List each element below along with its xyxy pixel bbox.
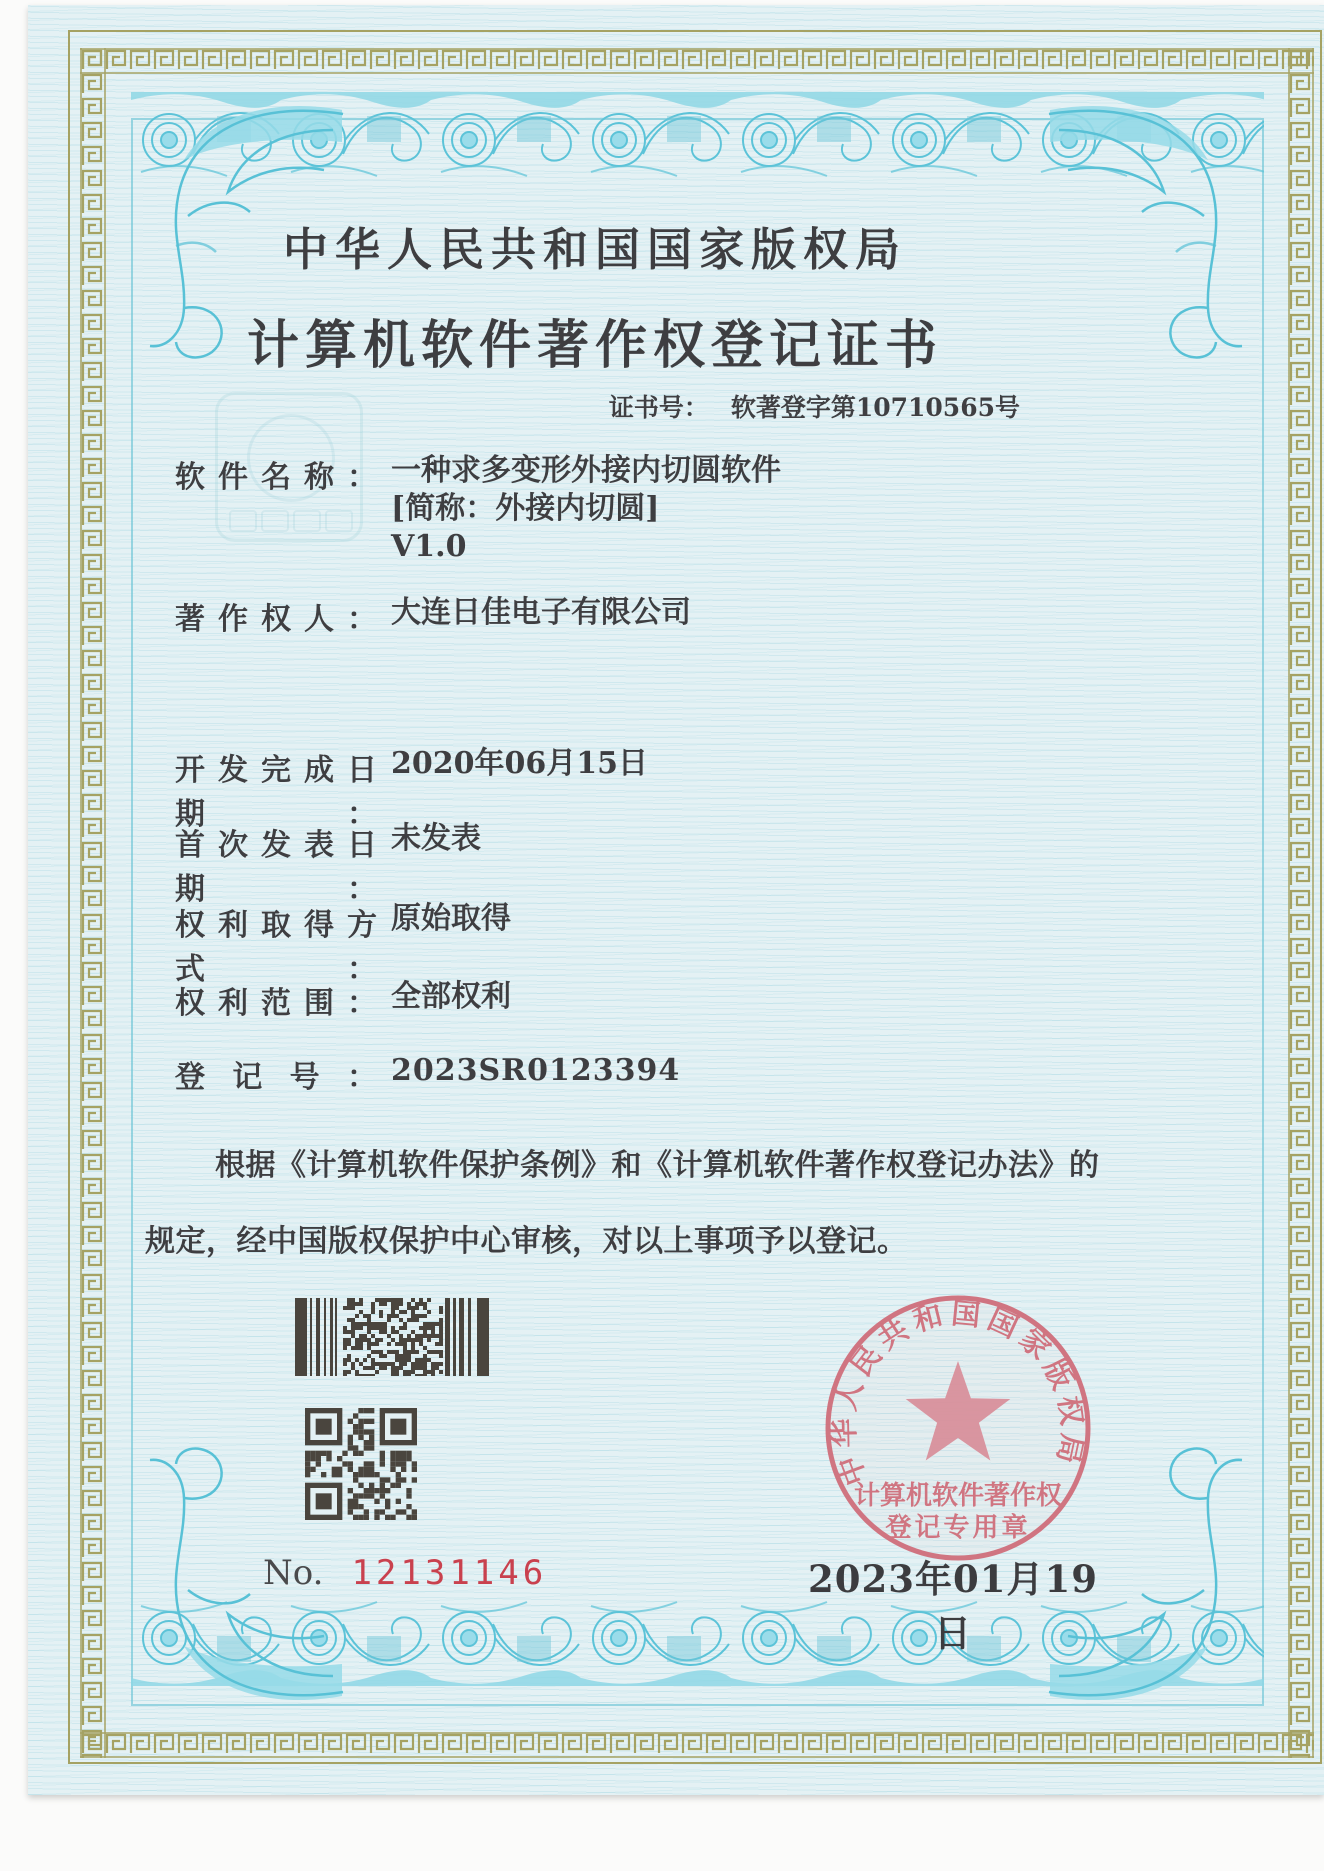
greek-key-border-left bbox=[80, 48, 106, 1758]
corner-flourish-top-right bbox=[1044, 96, 1264, 368]
field-label: 软件名称： bbox=[175, 460, 377, 495]
field-value: 大连日佳电子有限公司 bbox=[391, 595, 691, 630]
seal-line2: 登记专用章 bbox=[885, 1513, 1031, 1543]
field-value: 2020年06月15日 bbox=[391, 746, 648, 781]
authority-title: 中华人民共和国国家版权局 bbox=[282, 223, 907, 276]
seal-line1: 计算机软件著作权 bbox=[853, 1481, 1063, 1511]
software-name-line1: 一种求多变形外接内切圆软件 bbox=[391, 453, 781, 488]
field-copyright-owner bbox=[175, 594, 691, 638]
field-value bbox=[391, 452, 781, 566]
statement-line2: 规定，经中国版权保护中心审核，对以上事项予以登记。 bbox=[145, 1224, 908, 1259]
seal-arc-text: 中华人民共和国国家版权局 bbox=[826, 1295, 1091, 1490]
greek-key-border-right bbox=[1288, 48, 1314, 1758]
field-label: 权利取得方式： bbox=[175, 908, 377, 987]
certificate-title: 计算机软件著作权登记证书 bbox=[246, 315, 943, 376]
greek-key-border-bottom bbox=[80, 1732, 1314, 1758]
certificate-number-value: 软著登字第10710565号 bbox=[730, 393, 1020, 422]
qr-code bbox=[305, 1408, 417, 1524]
statement-line1: 根据《计算机软件保护条例》和《计算机软件著作权登记办法》的 bbox=[215, 1148, 1100, 1183]
software-name-line3: V1.0 bbox=[391, 529, 467, 564]
field-right-acquisition bbox=[175, 900, 511, 988]
field-right-scope bbox=[175, 978, 511, 1022]
serial-number: 12131146 bbox=[351, 1553, 548, 1593]
field-label: 首次发表日期： bbox=[175, 828, 377, 907]
official-seal bbox=[818, 1288, 1098, 1572]
field-value: 2023SR0123394 bbox=[391, 1053, 681, 1088]
field-registration-no bbox=[175, 1052, 680, 1096]
certificate-number-label: 证书号： bbox=[608, 393, 709, 422]
serial-number-line bbox=[263, 1553, 547, 1593]
field-value: 原始取得 bbox=[391, 901, 511, 936]
field-first-publish-date bbox=[175, 820, 481, 908]
field-label: 著作权人： bbox=[175, 602, 377, 637]
serial-prefix: No. bbox=[263, 1553, 324, 1593]
field-label: 权利范围： bbox=[175, 986, 377, 1021]
field-label: 登记号： bbox=[175, 1060, 377, 1095]
software-name-line2: [简称：外接内切圆] bbox=[391, 491, 660, 526]
barcode bbox=[295, 1298, 491, 1380]
field-label: 开发完成日期： bbox=[175, 753, 377, 832]
issue-date: 2023年01月19日 bbox=[808, 1557, 1098, 1655]
greek-key-border-top bbox=[80, 48, 1314, 74]
field-value: 全部权利 bbox=[391, 979, 511, 1014]
field-value: 未发表 bbox=[391, 821, 481, 856]
certificate-number-line bbox=[420, 388, 1020, 424]
field-software-name bbox=[175, 452, 781, 566]
